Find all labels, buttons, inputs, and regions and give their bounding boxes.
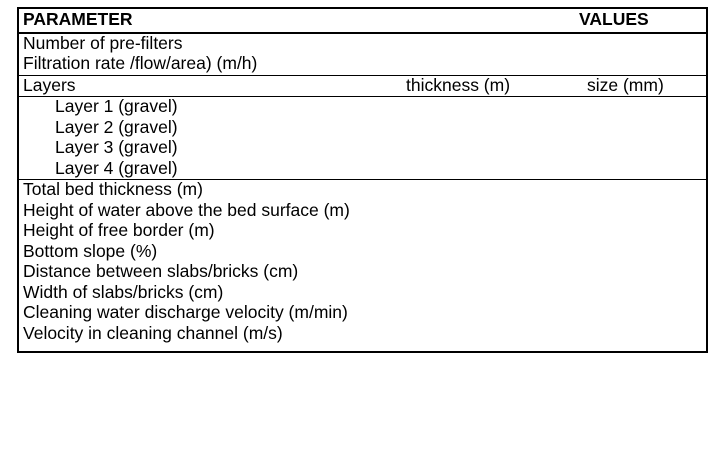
table-row-layers-header [18,75,707,97]
row-mid-cell [388,201,563,222]
table-header-row [18,8,707,33]
table-row [18,138,707,159]
row-label: Layer 4 (gravel) [55,157,178,178]
row-value [563,201,706,204]
row-label-cell [18,180,388,201]
row-value-cell [563,303,707,324]
row-label-cell [18,138,388,159]
parameter-table-container [17,7,708,353]
table-bottom-spacer [18,344,707,352]
row-value-cell [563,97,707,118]
row-label-cell [18,118,388,139]
row-mid-value [388,118,563,121]
row-value [563,221,706,224]
row-mid-cell [388,97,563,118]
table-row [18,97,707,118]
row-label: Distance between slabs/bricks (cm) [23,261,299,281]
row-mid-value [388,138,563,141]
row-value-cell [563,201,707,222]
table-row [18,159,707,180]
row-label: Cleaning water discharge velocity (m/min) [23,302,348,322]
row-label-cell [18,201,388,222]
row-mid-cell [388,221,563,242]
row-mid-cell [388,54,563,75]
row-label: Bottom slope (%) [23,240,158,261]
row-value-cell [563,54,707,75]
row-mid-value [388,242,563,245]
row-value-cell [563,283,707,304]
row-label: Height of water above the bed surface (m) [23,199,350,220]
row-label: Filtration rate /flow/area) (m/h) [23,53,258,73]
row-mid-value [388,34,563,37]
row-value-cell [563,324,707,345]
row-mid-cell [388,33,563,55]
row-mid-cell [388,118,563,139]
row-value [563,303,706,306]
row-value [563,180,706,183]
row-mid-value [388,180,563,183]
thickness-label: thickness (m) [406,74,511,95]
row-value [563,262,706,265]
row-value-cell [563,242,707,263]
table-row [18,180,707,201]
row-label-cell [18,97,388,118]
header-cell-values [563,8,707,33]
row-mid-value [388,97,563,100]
table-row [18,118,707,139]
row-label: Layers [23,74,76,95]
row-label-cell [18,242,388,263]
row-mid-value [388,283,563,286]
row-value-cell [563,221,707,242]
table-row [18,303,707,324]
row-mid-value [388,159,563,162]
row-mid-cell [388,324,563,345]
row-mid-value [388,262,563,265]
row-label-cell [18,221,388,242]
parameter-table [17,7,708,353]
row-label-cell [18,324,388,345]
row-mid-cell [388,242,563,263]
header-cell-blank [388,8,563,33]
table-row [18,54,707,75]
row-value [563,159,706,162]
row-value [563,54,706,57]
table-row [18,262,707,283]
row-label-cell [18,75,388,97]
row-mid-cell [388,180,563,201]
table-row [18,324,707,345]
row-value-cell [563,118,707,139]
row-label: Layer 2 (gravel) [55,116,178,137]
row-value [563,283,706,286]
table-row [18,242,707,263]
row-label: Height of free border (m) [23,220,215,240]
header-label-values: VALUES [579,9,649,29]
row-mid-cell [388,283,563,304]
row-value-cell [563,75,707,97]
row-label-cell [18,159,388,180]
row-value [563,324,706,327]
row-value [563,118,706,121]
row-label-cell [18,283,388,304]
row-label-cell [18,54,388,75]
row-mid-value [388,303,563,306]
row-value [563,242,706,245]
row-value-cell [563,159,707,180]
row-mid-value [388,324,563,327]
row-value [563,34,706,37]
row-mid-cell [388,159,563,180]
table-row [18,33,707,55]
size-label: size (mm) [587,74,664,95]
row-mid-cell [388,262,563,283]
row-value-cell [563,180,707,201]
row-mid-value [388,221,563,224]
row-value-cell [563,262,707,283]
row-mid-cell [388,303,563,324]
row-value-cell [563,138,707,159]
row-label: Total bed thickness (m) [23,179,203,199]
row-value [563,97,706,100]
row-mid-value [388,201,563,204]
row-label: Number of pre-filters [23,32,183,53]
table-row [18,221,707,242]
row-label: Layer 1 (gravel) [55,96,178,116]
row-value-cell [563,33,707,55]
header-cell-parameter [18,8,388,33]
table-row [18,283,707,304]
row-label: Velocity in cleaning channel (m/s) [23,322,283,343]
row-label-cell [18,303,388,324]
row-mid-cell [388,138,563,159]
row-mid-cell [388,75,563,97]
row-label-cell [18,33,388,55]
row-value [563,138,706,141]
row-label: Layer 3 (gravel) [55,137,178,157]
row-label-cell [18,262,388,283]
header-label-parameter: PARAMETER [23,9,133,29]
row-label: Width of slabs/bricks (cm) [23,281,224,302]
table-row [18,201,707,222]
row-mid-value [388,54,563,57]
